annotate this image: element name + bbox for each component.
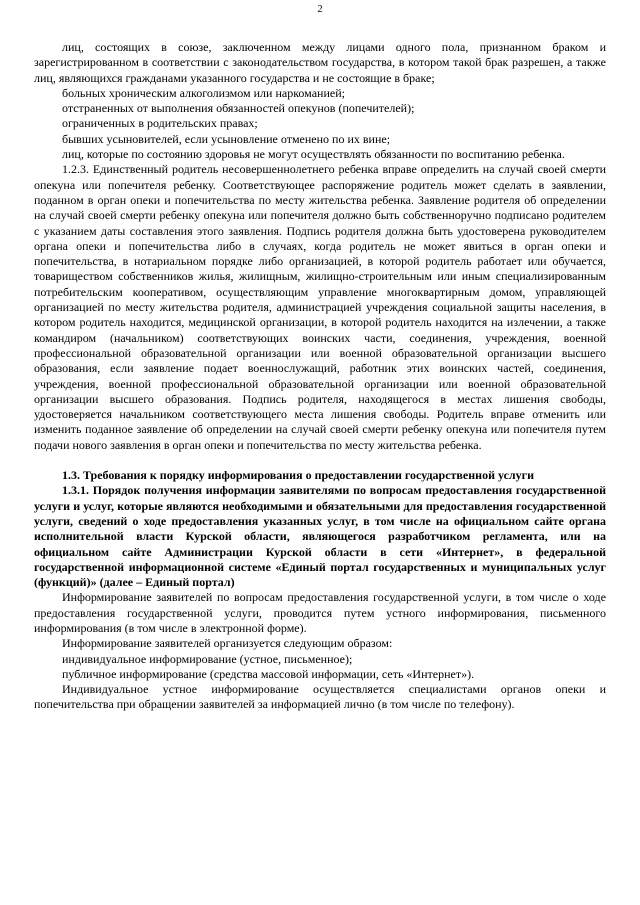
paragraph-public-informing: публичное информирование (средства массовой информации, сеть «Интернет»). bbox=[62, 666, 475, 681]
paragraph-individual-informing: индивидуальное информирование (устное, письменное); bbox=[62, 651, 353, 666]
heading-1-3-1: 1.3.1. Порядок получения информации заявителями по вопросам предоставления государственной услуги и услуг, которые являются необходимыми и обязательными для предоставления государственной услуги, сведений о ходе предоставления указанных услуг, в том числе на официальном сайте органа исполнительной власти Курской области, являющегося разработчиком регламента, или на официальном сайте Администрации Курской области в сети «Интернет», в федеральной государственной информационной системе «Единый портал государственных и муниципальных услуг (функций)» (далее – Единый портал) bbox=[34, 483, 606, 590]
page-number: 2 bbox=[317, 4, 323, 15]
spacer bbox=[34, 453, 606, 468]
heading-1-3: 1.3. Требования к порядку информирования о предоставлении государственной услуги bbox=[62, 468, 535, 483]
paragraph-alcoholism: больных хроническим алкоголизмом или наркоманией; bbox=[62, 85, 345, 100]
paragraph-former-adopters: бывших усыновителей, если усыновление отменено по их вине; bbox=[62, 131, 391, 146]
paragraph-same-sex-union: лиц, состоящих в союзе, заключенном между лицами одного пола, признанном браком и зарегистрированном в соответствии с законодательством государства, в котором такой брак разрешен, а также лиц, являющихся гражданами указанного государства и не состоящие в браке; bbox=[34, 40, 606, 85]
section-1-2-3: 1.2.3. Единственный родитель несовершеннолетнего ребенка вправе определить на случай своей смерти опекуна или попечителя ребенку. Соответствующее распоряжение родитель может сделать в заявлении, поданном в орган опеки и попечительства по месту жительства ребенка. Заявление родителя об определении на случай своей смерти ребенку опекуна или попечителя должно быть собственноручно подписано родителем с указанием даты составления этого заявления. Подпись родителя должна быть удостоверена руководителем органа опеки и попечительства либо в случаях, когда родитель не может явиться в орган опеки и попечительства, в нотариальном порядке либо организацией, в которой родитель работает или обучается, товариществом собственников жилья, жилищным, жилищно-строительным или иным специализированным потребительским кооперативом, осуществляющим управление многоквартирным домом, управляющей организацией по месту жительства родителя, администрацией учреждения социальной защиты населения, в котором родитель находится, медицинской организации, в которой родитель находится на излечении, а также командиром (начальником) соответствующих воинских части, соединения, учреждения, военной профессиональной образовательной организации или военной образовательной организации высшего образования, если заявление подает военнослужащий, работник этих воинских частей, соединения, учреждения, военной профессиональной образовательной организации или военной образовательной организации высшего образования. Подпись родителя, находящегося в местах лишения свободы, удостоверяется начальником соответствующего места лишения свободы. Родитель вправе отменить или изменить поданное заявление об определении на случай своей смерти ребенку опекуна или попечителя путем подачи нового заявления в орган опеки и попечительства по месту жительства ребенка. bbox=[34, 162, 606, 452]
paragraph-oral-informing: Индивидуальное устное информирование осуществляется специалистами органов опеки и попечительства при обращении заявителей за информацией лично (в том числе по телефону). bbox=[34, 682, 606, 712]
paragraph-limited-rights: ограниченных в родительских правах; bbox=[62, 116, 258, 131]
document-body bbox=[34, 40, 606, 713]
paragraph-informing-organized: Информирование заявителей организуется следующим образом: bbox=[62, 636, 393, 651]
paragraph-health-condition: лиц, которые по состоянию здоровья не могут осуществлять обязанности по воспитанию ребенка. bbox=[62, 147, 565, 162]
paragraph-informing-methods: Информирование заявителей по вопросам предоставления государственной услуги, в том числе о ходе предоставления государственной услуги, проводится путем устного информирования, письменного информирования (в том числе в электронной форме). bbox=[34, 590, 606, 635]
paragraph-removed-guardians: отстраненных от выполнения обязанностей опекунов (попечителей); bbox=[62, 101, 415, 116]
